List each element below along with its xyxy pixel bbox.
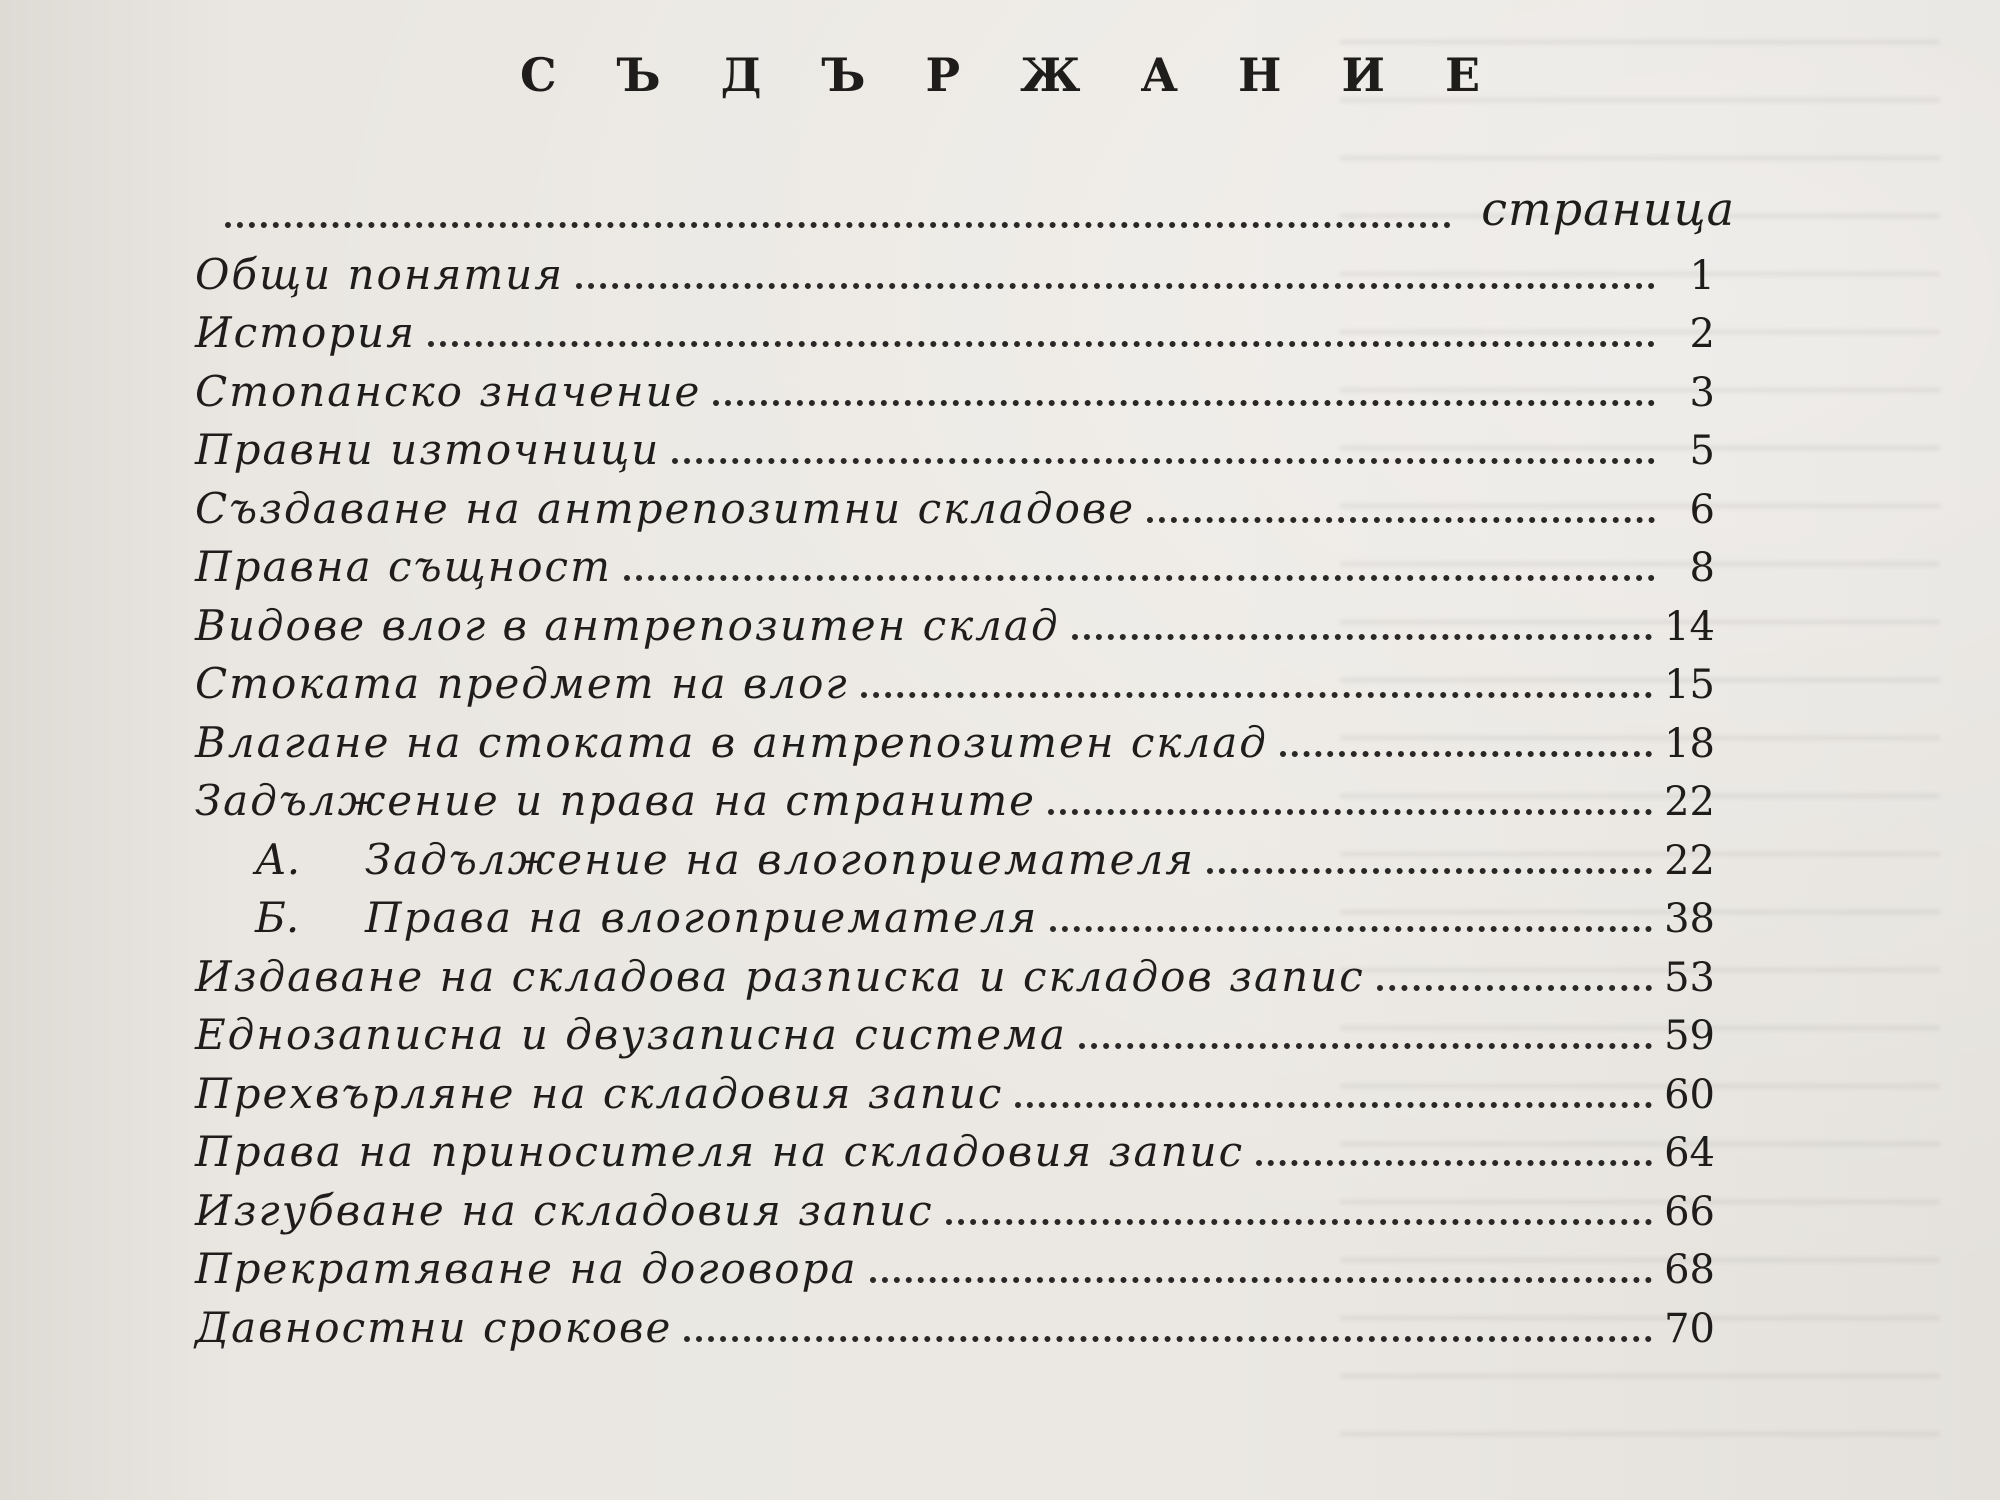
- table-of-contents: [195, 240, 1715, 1352]
- entry-page: 1: [1689, 252, 1715, 299]
- entry-title: Задължение и права на страните: [195, 776, 1037, 825]
- entry-title: Стоката предмет на влог: [195, 659, 849, 708]
- toc-entry: [195, 240, 1715, 299]
- leader-dots: [225, 222, 1451, 228]
- entry-title: Права на влогоприемателя: [365, 893, 1039, 942]
- leader-dots: [672, 458, 1655, 464]
- entry-page: 2: [1689, 311, 1715, 357]
- subentry-letter: А.: [255, 834, 301, 884]
- entry-title: Видове влог в антрепозитен склад: [195, 600, 1060, 650]
- entry-title: Изгубване на складовия запис: [195, 1185, 934, 1235]
- page-column-label: страница: [1481, 182, 1735, 236]
- entry-page: 68: [1664, 1247, 1715, 1293]
- toc-entry: [195, 1176, 1715, 1235]
- entry-page: 8: [1689, 545, 1715, 591]
- toc-entry: [195, 1001, 1715, 1060]
- toc-entry: [195, 1293, 1715, 1352]
- leader-dots: [1207, 868, 1652, 874]
- toc-entry: [195, 650, 1715, 709]
- toc-entry: [195, 1235, 1715, 1294]
- entry-page: 70: [1664, 1305, 1715, 1352]
- toc-entry: [195, 767, 1715, 826]
- entry-page: 59: [1664, 1013, 1715, 1059]
- leader-dots: [624, 575, 1655, 581]
- entry-title: Стопанско значение: [195, 366, 702, 416]
- entry-page: 38: [1664, 896, 1715, 942]
- leader-dots: [1079, 1043, 1652, 1049]
- toc-entry: [195, 416, 1715, 475]
- entry-page: 3: [1689, 369, 1715, 416]
- leader-dots: [1256, 1160, 1652, 1166]
- entry-page: 14: [1664, 603, 1715, 650]
- entry-title: Правна същност: [195, 542, 612, 591]
- entry-page: 64: [1664, 1130, 1715, 1176]
- toc-header: [225, 180, 1735, 236]
- toc-entry: [195, 533, 1715, 592]
- toc-entry: [195, 1118, 1715, 1177]
- entry-title: Общи понятия: [195, 249, 565, 299]
- page-title: С Ъ Д Ъ Р Ж А Н И Е: [519, 48, 1503, 102]
- entry-title: Еднозаписна и двузаписна система: [195, 1010, 1067, 1059]
- leader-dots: [946, 1219, 1652, 1225]
- toc-entry: [195, 299, 1715, 358]
- toc-subentry: [195, 884, 1715, 943]
- leader-dots: [870, 1277, 1653, 1283]
- toc-entry: [195, 708, 1715, 767]
- leader-dots: [1050, 926, 1652, 932]
- leader-dots: [1377, 985, 1652, 991]
- entry-title: Издаване на складова разписка и складов запис: [195, 951, 1365, 1001]
- entry-title: Прекратяване на договора: [195, 1244, 858, 1293]
- entry-title: Влагане на стоката в антрепозитен склад: [195, 717, 1268, 767]
- entry-title: Права на приносителя на складовия запис: [195, 1127, 1245, 1176]
- toc-subentry: [195, 825, 1715, 884]
- leader-dots: [1280, 751, 1652, 757]
- entry-title: Прехвърляне на складовия запис: [195, 1068, 1004, 1118]
- leader-dots: [713, 400, 1655, 406]
- entry-page: 22: [1664, 837, 1715, 884]
- entry-title: Давностни срокове: [195, 1302, 673, 1352]
- entry-page: 22: [1664, 779, 1715, 825]
- toc-entry: [195, 591, 1715, 650]
- entry-page: 15: [1664, 662, 1715, 708]
- entry-title: Създаване на антрепозитни складове: [195, 483, 1136, 533]
- entry-page: 5: [1689, 428, 1715, 474]
- entry-page: 60: [1664, 1071, 1715, 1118]
- entry-page: 18: [1664, 720, 1715, 767]
- leader-dots: [576, 283, 1655, 289]
- toc-entry: [195, 474, 1715, 533]
- toc-entry: [195, 357, 1715, 416]
- entry-title: Задължение на влогоприемателя: [365, 834, 1196, 884]
- entry-page: 53: [1664, 954, 1715, 1001]
- entry-page: 6: [1689, 486, 1715, 533]
- leader-dots: [1072, 634, 1653, 640]
- leader-dots: [861, 692, 1652, 698]
- entry-title: Правни източници: [195, 425, 661, 474]
- leader-dots: [684, 1336, 1652, 1342]
- leader-dots: [428, 341, 1655, 347]
- leader-dots: [1015, 1102, 1652, 1108]
- leader-dots: [1147, 517, 1655, 523]
- subentry-letter: Б.: [255, 893, 300, 942]
- entry-page: 66: [1664, 1188, 1715, 1235]
- toc-entry: [195, 1059, 1715, 1118]
- leader-dots: [1048, 809, 1652, 815]
- entry-title: История: [195, 308, 417, 357]
- toc-entry: [195, 942, 1715, 1001]
